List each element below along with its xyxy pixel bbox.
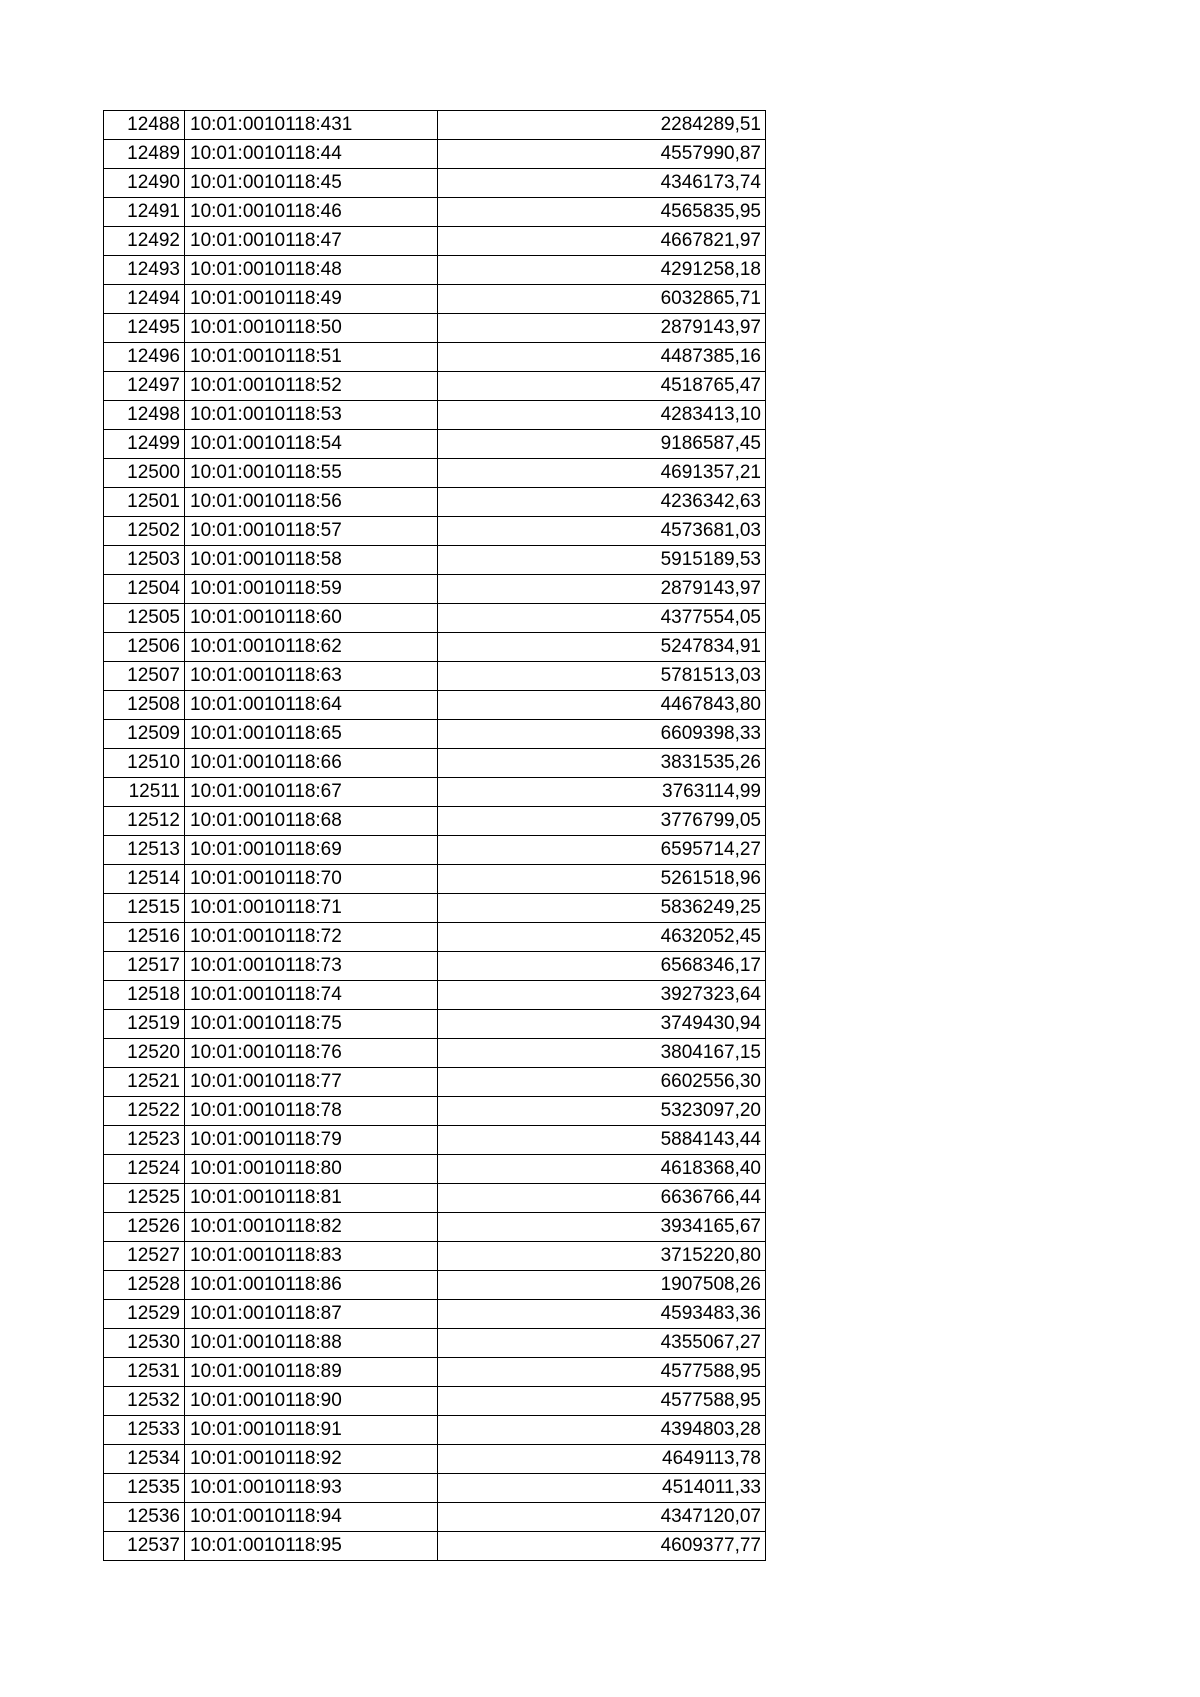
value-cell: 5884143,44	[438, 1126, 766, 1155]
table-row	[104, 720, 766, 749]
value-cell: 4618368,40	[438, 1155, 766, 1184]
value-cell: 3831535,26	[438, 749, 766, 778]
row-number-cell: 12518	[104, 981, 185, 1010]
cadastral-number-cell: 10:01:0010118:86	[185, 1271, 438, 1300]
row-number-cell: 12530	[104, 1329, 185, 1358]
cadastral-number-cell: 10:01:0010118:51	[185, 343, 438, 372]
cadastral-number-cell: 10:01:0010118:71	[185, 894, 438, 923]
cadastral-number-cell: 10:01:0010118:50	[185, 314, 438, 343]
table-row	[104, 517, 766, 546]
table-row	[104, 227, 766, 256]
table-row	[104, 981, 766, 1010]
table-row	[104, 140, 766, 169]
value-cell: 5323097,20	[438, 1097, 766, 1126]
cadastral-number-cell: 10:01:0010118:62	[185, 633, 438, 662]
table-row	[104, 111, 766, 140]
row-number-cell: 12533	[104, 1416, 185, 1445]
cadastral-number-cell: 10:01:0010118:78	[185, 1097, 438, 1126]
cadastral-number-cell: 10:01:0010118:49	[185, 285, 438, 314]
row-number-cell: 12527	[104, 1242, 185, 1271]
row-number-cell: 12504	[104, 575, 185, 604]
table-row	[104, 1300, 766, 1329]
table-row	[104, 662, 766, 691]
value-cell: 4573681,03	[438, 517, 766, 546]
table-row	[104, 836, 766, 865]
cadastral-number-cell: 10:01:0010118:69	[185, 836, 438, 865]
row-number-cell: 12507	[104, 662, 185, 691]
cadastral-number-cell: 10:01:0010118:79	[185, 1126, 438, 1155]
row-number-cell: 12520	[104, 1039, 185, 1068]
row-number-cell: 12513	[104, 836, 185, 865]
table-row	[104, 923, 766, 952]
row-number-cell: 12496	[104, 343, 185, 372]
value-cell: 5836249,25	[438, 894, 766, 923]
value-cell: 3927323,64	[438, 981, 766, 1010]
cadastral-number-cell: 10:01:0010118:73	[185, 952, 438, 981]
cadastral-number-cell: 10:01:0010118:66	[185, 749, 438, 778]
table-row	[104, 1039, 766, 1068]
cadastral-number-cell: 10:01:0010118:82	[185, 1213, 438, 1242]
value-cell: 5915189,53	[438, 546, 766, 575]
row-number-cell: 12491	[104, 198, 185, 227]
value-cell: 4565835,95	[438, 198, 766, 227]
cadastral-number-cell: 10:01:0010118:46	[185, 198, 438, 227]
table-row	[104, 1387, 766, 1416]
cadastral-number-cell: 10:01:0010118:52	[185, 372, 438, 401]
table-row	[104, 865, 766, 894]
row-number-cell: 12517	[104, 952, 185, 981]
table-row	[104, 372, 766, 401]
value-cell: 4691357,21	[438, 459, 766, 488]
row-number-cell: 12537	[104, 1532, 185, 1561]
row-number-cell: 12503	[104, 546, 185, 575]
cadastral-number-cell: 10:01:0010118:89	[185, 1358, 438, 1387]
row-number-cell: 12509	[104, 720, 185, 749]
value-cell: 4577588,95	[438, 1387, 766, 1416]
table-row	[104, 1358, 766, 1387]
row-number-cell: 12536	[104, 1503, 185, 1532]
row-number-cell: 12524	[104, 1155, 185, 1184]
row-number-cell: 12519	[104, 1010, 185, 1039]
table-row	[104, 1068, 766, 1097]
table-row	[104, 401, 766, 430]
value-cell: 4514011,33	[438, 1474, 766, 1503]
value-cell: 3804167,15	[438, 1039, 766, 1068]
cadastral-number-cell: 10:01:0010118:63	[185, 662, 438, 691]
value-cell: 3776799,05	[438, 807, 766, 836]
row-number-cell: 12505	[104, 604, 185, 633]
row-number-cell: 12499	[104, 430, 185, 459]
value-cell: 4346173,74	[438, 169, 766, 198]
cadastral-number-cell: 10:01:0010118:64	[185, 691, 438, 720]
cadastral-number-cell: 10:01:0010118:83	[185, 1242, 438, 1271]
value-cell: 3749430,94	[438, 1010, 766, 1039]
row-number-cell: 12535	[104, 1474, 185, 1503]
cadastral-number-cell: 10:01:0010118:87	[185, 1300, 438, 1329]
row-number-cell: 12500	[104, 459, 185, 488]
value-cell: 4632052,45	[438, 923, 766, 952]
cadastral-number-cell: 10:01:0010118:60	[185, 604, 438, 633]
value-cell: 4577588,95	[438, 1358, 766, 1387]
value-cell: 4377554,05	[438, 604, 766, 633]
cadastral-number-cell: 10:01:0010118:68	[185, 807, 438, 836]
cadastral-number-cell: 10:01:0010118:90	[185, 1387, 438, 1416]
table-row	[104, 807, 766, 836]
table-row	[104, 575, 766, 604]
value-cell: 5261518,96	[438, 865, 766, 894]
value-cell: 5781513,03	[438, 662, 766, 691]
table-row	[104, 952, 766, 981]
table-row	[104, 285, 766, 314]
value-cell: 4291258,18	[438, 256, 766, 285]
table-row	[104, 314, 766, 343]
cadastral-number-cell: 10:01:0010118:59	[185, 575, 438, 604]
row-number-cell: 12488	[104, 111, 185, 140]
table-row	[104, 633, 766, 662]
table-row	[104, 691, 766, 720]
cadastral-number-cell: 10:01:0010118:48	[185, 256, 438, 285]
row-number-cell: 12515	[104, 894, 185, 923]
cadastral-number-cell: 10:01:0010118:80	[185, 1155, 438, 1184]
row-number-cell: 12532	[104, 1387, 185, 1416]
cadastral-number-cell: 10:01:0010118:47	[185, 227, 438, 256]
table-row	[104, 1155, 766, 1184]
value-cell: 4467843,80	[438, 691, 766, 720]
row-number-cell: 12516	[104, 923, 185, 952]
row-number-cell: 12489	[104, 140, 185, 169]
row-number-cell: 12525	[104, 1184, 185, 1213]
value-cell: 6568346,17	[438, 952, 766, 981]
row-number-cell: 12529	[104, 1300, 185, 1329]
table-row	[104, 1445, 766, 1474]
table-row	[104, 604, 766, 633]
row-number-cell: 12534	[104, 1445, 185, 1474]
value-cell: 6595714,27	[438, 836, 766, 865]
table-row	[104, 1474, 766, 1503]
cadastral-number-cell: 10:01:0010118:75	[185, 1010, 438, 1039]
value-cell: 4236342,63	[438, 488, 766, 517]
table-row	[104, 488, 766, 517]
row-number-cell: 12493	[104, 256, 185, 285]
value-cell: 6636766,44	[438, 1184, 766, 1213]
row-number-cell: 12498	[104, 401, 185, 430]
cadastral-number-cell: 10:01:0010118:44	[185, 140, 438, 169]
cadastral-number-cell: 10:01:0010118:431	[185, 111, 438, 140]
table-row	[104, 430, 766, 459]
table-row	[104, 1184, 766, 1213]
row-number-cell: 12492	[104, 227, 185, 256]
value-cell: 4609377,77	[438, 1532, 766, 1561]
value-cell: 4518765,47	[438, 372, 766, 401]
cadastral-number-cell: 10:01:0010118:67	[185, 778, 438, 807]
table-row	[104, 1126, 766, 1155]
value-cell: 6032865,71	[438, 285, 766, 314]
cadastral-number-cell: 10:01:0010118:58	[185, 546, 438, 575]
row-number-cell: 12528	[104, 1271, 185, 1300]
value-cell: 4667821,97	[438, 227, 766, 256]
cadastral-number-cell: 10:01:0010118:72	[185, 923, 438, 952]
cadastral-number-cell: 10:01:0010118:77	[185, 1068, 438, 1097]
row-number-cell: 12490	[104, 169, 185, 198]
cadastral-number-cell: 10:01:0010118:55	[185, 459, 438, 488]
table-row	[104, 546, 766, 575]
cadastral-number-cell: 10:01:0010118:74	[185, 981, 438, 1010]
value-cell: 2879143,97	[438, 575, 766, 604]
row-number-cell: 12497	[104, 372, 185, 401]
data-table	[103, 110, 766, 1561]
row-number-cell: 12526	[104, 1213, 185, 1242]
table-row	[104, 169, 766, 198]
row-number-cell: 12531	[104, 1358, 185, 1387]
table-row	[104, 1097, 766, 1126]
row-number-cell: 12511	[104, 778, 185, 807]
table-row	[104, 1213, 766, 1242]
table-row	[104, 459, 766, 488]
table-row	[104, 1010, 766, 1039]
value-cell: 4649113,78	[438, 1445, 766, 1474]
table-row	[104, 1329, 766, 1358]
value-cell: 4557990,87	[438, 140, 766, 169]
cadastral-number-cell: 10:01:0010118:57	[185, 517, 438, 546]
data-table-body	[104, 111, 766, 1561]
cadastral-number-cell: 10:01:0010118:70	[185, 865, 438, 894]
cadastral-number-cell: 10:01:0010118:94	[185, 1503, 438, 1532]
cadastral-number-cell: 10:01:0010118:95	[185, 1532, 438, 1561]
table-row	[104, 894, 766, 923]
value-cell: 4487385,16	[438, 343, 766, 372]
cadastral-number-cell: 10:01:0010118:54	[185, 430, 438, 459]
cadastral-number-cell: 10:01:0010118:92	[185, 1445, 438, 1474]
value-cell: 4347120,07	[438, 1503, 766, 1532]
value-cell: 2284289,51	[438, 111, 766, 140]
row-number-cell: 12510	[104, 749, 185, 778]
cadastral-number-cell: 10:01:0010118:81	[185, 1184, 438, 1213]
row-number-cell: 12522	[104, 1097, 185, 1126]
row-number-cell: 12508	[104, 691, 185, 720]
cadastral-number-cell: 10:01:0010118:76	[185, 1039, 438, 1068]
row-number-cell: 12521	[104, 1068, 185, 1097]
table-row	[104, 1271, 766, 1300]
value-cell: 1907508,26	[438, 1271, 766, 1300]
row-number-cell: 12523	[104, 1126, 185, 1155]
value-cell: 3934165,67	[438, 1213, 766, 1242]
cadastral-number-cell: 10:01:0010118:53	[185, 401, 438, 430]
row-number-cell: 12502	[104, 517, 185, 546]
value-cell: 9186587,45	[438, 430, 766, 459]
cadastral-number-cell: 10:01:0010118:88	[185, 1329, 438, 1358]
value-cell: 4355067,27	[438, 1329, 766, 1358]
value-cell: 3715220,80	[438, 1242, 766, 1271]
value-cell: 4593483,36	[438, 1300, 766, 1329]
table-row	[104, 778, 766, 807]
cadastral-number-cell: 10:01:0010118:91	[185, 1416, 438, 1445]
row-number-cell: 12514	[104, 865, 185, 894]
table-row	[104, 1242, 766, 1271]
value-cell: 2879143,97	[438, 314, 766, 343]
table-row	[104, 1503, 766, 1532]
table-row	[104, 1416, 766, 1445]
table-row	[104, 749, 766, 778]
cadastral-number-cell: 10:01:0010118:56	[185, 488, 438, 517]
row-number-cell: 12512	[104, 807, 185, 836]
row-number-cell: 12506	[104, 633, 185, 662]
table-row	[104, 198, 766, 227]
value-cell: 6609398,33	[438, 720, 766, 749]
row-number-cell: 12495	[104, 314, 185, 343]
table-row	[104, 343, 766, 372]
row-number-cell: 12501	[104, 488, 185, 517]
table-row	[104, 1532, 766, 1561]
cadastral-number-cell: 10:01:0010118:93	[185, 1474, 438, 1503]
row-number-cell: 12494	[104, 285, 185, 314]
cadastral-number-cell: 10:01:0010118:45	[185, 169, 438, 198]
value-cell: 5247834,91	[438, 633, 766, 662]
table-row	[104, 256, 766, 285]
value-cell: 6602556,30	[438, 1068, 766, 1097]
value-cell: 4394803,28	[438, 1416, 766, 1445]
cadastral-number-cell: 10:01:0010118:65	[185, 720, 438, 749]
value-cell: 3763114,99	[438, 778, 766, 807]
value-cell: 4283413,10	[438, 401, 766, 430]
